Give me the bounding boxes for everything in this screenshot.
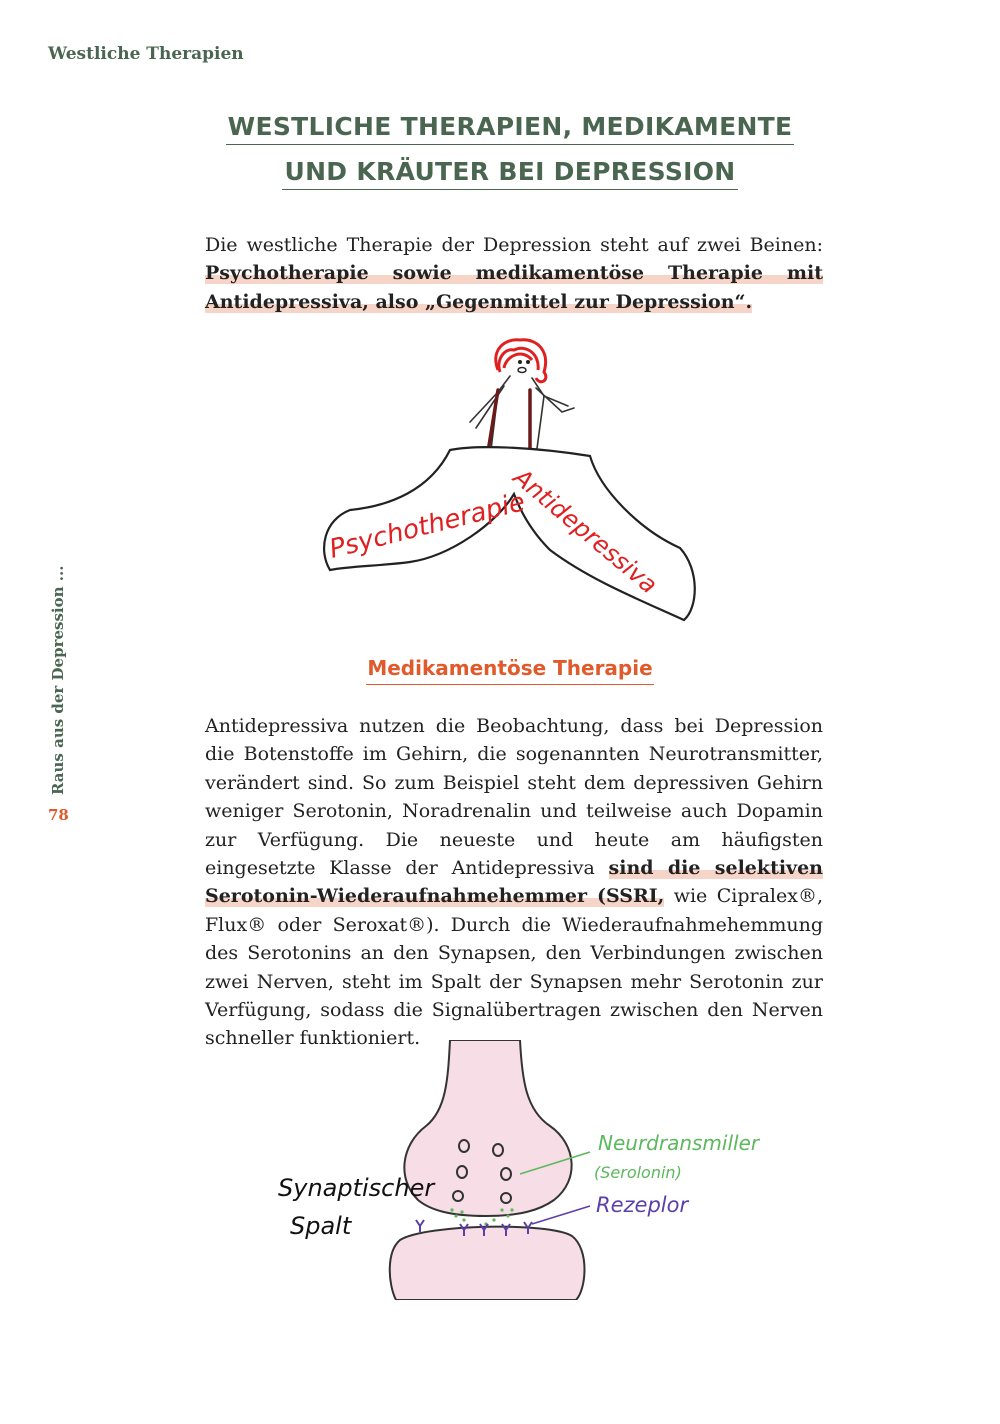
left-leg-label: Psychotherapie [326, 487, 529, 565]
neurotransmitter-label: Neurdransmiller [598, 1131, 760, 1155]
intro-highlight: Psychotherapie sowie medikamentöse Therapie mit Antidepressiva, also „Gegenmittel zur Depression“. [205, 262, 823, 313]
receptor-label: Rezeplor [596, 1193, 689, 1217]
right-leg-label: Antidepressiva [508, 463, 663, 600]
synapse-illustration [250, 1040, 810, 1300]
paragraph-highlight: sind die selektiven Serotonin-Wiederaufnahmehemmer (SSRI, [205, 857, 824, 908]
chapter-title-line-1: WESTLICHE THERAPIEN, MEDIKAMENTE [226, 112, 795, 145]
paragraph-text-1: Antidepressiva nutzen die Beobachtung, dass bei Depression die Botenstoffe im Gehirn, die sogenannten Neurotransmitter, verändert sind. So zum Beispiel steht dem depressiven Gehirn weniger Serotonin, Noradrenalin und teilweise auch Dopamin zur Verfügung. Die neueste und heute am häufigsten eingesetzte Klasse der Antidepressiva [205, 715, 823, 880]
postsynaptic-neuron [390, 1227, 585, 1300]
chapter-title-line-2: UND KRÄUTER BEI DEPRESSION [282, 157, 737, 190]
medication-paragraph [205, 712, 823, 1053]
intro-paragraph [205, 231, 823, 316]
paragraph-text-2: wie Cipralex®, Flux® oder Seroxat®). Durch die Wiederaufnahmehemmung des Serotonins an den Synapsen, den Verbindungen zwischen zwei Nerven, steht im Spalt der Synapsen mehr Serotonin zur Verfügung, sodass die Signalübertragen zwischen den Nerven schneller funktioniert. [205, 885, 823, 1050]
serotonin-label: (Serolonin) [594, 1163, 682, 1182]
intro-text: Die westliche Therapie der Depression steht auf zwei Beinen: [205, 234, 823, 256]
two-legs-illustration [300, 330, 720, 630]
chapter-title [200, 112, 820, 202]
page-number: 78 [48, 806, 69, 824]
gap-label-1: Synaptischer [278, 1174, 435, 1202]
side-book-title: Raus aus der Depression ... [49, 565, 67, 795]
section-heading: Medikamentöse Therapie [200, 656, 820, 685]
gap-label-2: Spalt [290, 1212, 352, 1240]
running-head: Westliche Therapien [48, 44, 244, 64]
